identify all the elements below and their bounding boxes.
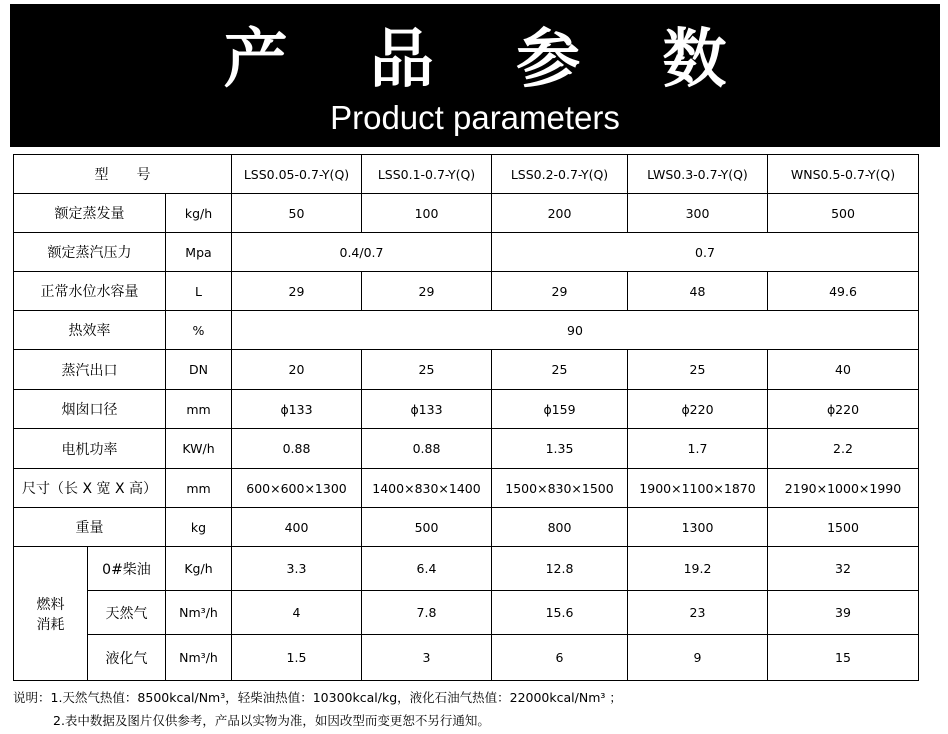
value-cell: 40 bbox=[768, 350, 919, 390]
value-cell: 1400×830×1400 bbox=[362, 469, 492, 508]
value-cell: 400 bbox=[232, 508, 362, 547]
row-label: 额定蒸汽压力 bbox=[14, 233, 166, 272]
value-cell: ɸ220 bbox=[628, 390, 768, 429]
model-cell: LWS0.3-0.7-Y(Q) bbox=[628, 155, 768, 194]
value-cell: 1500 bbox=[768, 508, 919, 547]
fuel-type-label: 0#柴油 bbox=[88, 547, 166, 591]
page-title-english: Product parameters bbox=[330, 99, 620, 136]
value-cell: 20 bbox=[232, 350, 362, 390]
value-cell: 19.2 bbox=[628, 547, 768, 591]
value-cell: 2190×1000×1990 bbox=[768, 469, 919, 508]
row-label: 蒸汽出口 bbox=[14, 350, 166, 390]
note-line-1: 说明：1.天然气热值：8500kcal/Nm³，轻柴油热值：10300kcal/kg，液化石油气热值：22000kcal/Nm³ ； bbox=[13, 690, 622, 705]
unit-cell: Kg/h bbox=[166, 547, 232, 591]
value-cell: 1900×1100×1870 bbox=[628, 469, 768, 508]
value-cell: 300 bbox=[628, 194, 768, 233]
unit-cell: % bbox=[166, 311, 232, 350]
value-cell: 32 bbox=[768, 547, 919, 591]
value-cell: 29 bbox=[492, 272, 628, 311]
value-cell: 1500×830×1500 bbox=[492, 469, 628, 508]
value-cell: 7.8 bbox=[362, 591, 492, 635]
value-cell: 3.3 bbox=[232, 547, 362, 591]
unit-cell: kg/h bbox=[166, 194, 232, 233]
value-cell: 6.4 bbox=[362, 547, 492, 591]
row-label: 重量 bbox=[14, 508, 166, 547]
value-cell: 48 bbox=[628, 272, 768, 311]
table-row-chimney bbox=[14, 390, 919, 429]
note-line-2: 2.表中数据及图片仅供参考，产品以实物为准，如因改型而变更恕不另行通知。 bbox=[53, 713, 490, 728]
row-label: 烟囱口径 bbox=[14, 390, 166, 429]
fuel-group-label-line1: 燃料 bbox=[36, 596, 65, 613]
value-cell: 0.4/0.7 bbox=[232, 233, 492, 272]
value-cell: 0.88 bbox=[362, 429, 492, 469]
unit-cell: Nm³/h bbox=[166, 635, 232, 681]
unit-cell: mm bbox=[166, 469, 232, 508]
value-cell: 39 bbox=[768, 591, 919, 635]
unit-cell: Mpa bbox=[166, 233, 232, 272]
value-cell: 500 bbox=[768, 194, 919, 233]
table-row-model bbox=[14, 155, 919, 194]
value-cell: 1.7 bbox=[628, 429, 768, 469]
value-cell: 29 bbox=[232, 272, 362, 311]
row-label: 额定蒸发量 bbox=[14, 194, 166, 233]
unit-cell: kg bbox=[166, 508, 232, 547]
table-row-fuel-diesel bbox=[14, 547, 919, 591]
value-cell: ɸ159 bbox=[492, 390, 628, 429]
model-cell: LSS0.1-0.7-Y(Q) bbox=[362, 155, 492, 194]
value-cell: 3 bbox=[362, 635, 492, 681]
value-cell: 100 bbox=[362, 194, 492, 233]
value-cell: 800 bbox=[492, 508, 628, 547]
model-cell: LSS0.05-0.7-Y(Q) bbox=[232, 155, 362, 194]
value-cell: 9 bbox=[628, 635, 768, 681]
table-row-efficiency bbox=[14, 311, 919, 350]
table-row-dimensions bbox=[14, 469, 919, 508]
row-label-model: 型 号 bbox=[14, 155, 232, 194]
value-cell: 25 bbox=[628, 350, 768, 390]
value-cell: 0.7 bbox=[492, 233, 919, 272]
value-cell: 200 bbox=[492, 194, 628, 233]
row-label: 尺寸（长 X 宽 X 高） bbox=[14, 469, 166, 508]
value-cell: 1300 bbox=[628, 508, 768, 547]
row-label: 电机功率 bbox=[14, 429, 166, 469]
value-cell: 29 bbox=[362, 272, 492, 311]
table-row-water-capacity bbox=[14, 272, 919, 311]
fuel-type-label: 天然气 bbox=[88, 591, 166, 635]
value-cell: 600×600×1300 bbox=[232, 469, 362, 508]
value-cell: 4 bbox=[232, 591, 362, 635]
table-row-motor-power bbox=[14, 429, 919, 469]
table-row-steam-outlet bbox=[14, 350, 919, 390]
model-cell: LSS0.2-0.7-Y(Q) bbox=[492, 155, 628, 194]
table-row-evaporation bbox=[14, 194, 919, 233]
value-cell: ɸ133 bbox=[362, 390, 492, 429]
unit-cell: Nm³/h bbox=[166, 591, 232, 635]
value-cell: 2.2 bbox=[768, 429, 919, 469]
unit-cell: mm bbox=[166, 390, 232, 429]
row-label: 正常水位水容量 bbox=[14, 272, 166, 311]
value-cell: 1.35 bbox=[492, 429, 628, 469]
value-cell: 0.88 bbox=[232, 429, 362, 469]
row-label: 热效率 bbox=[14, 311, 166, 350]
page-title-chinese: 产 品 参 数 bbox=[223, 22, 757, 97]
value-cell: ɸ220 bbox=[768, 390, 919, 429]
value-cell: 25 bbox=[362, 350, 492, 390]
value-cell: 1.5 bbox=[232, 635, 362, 681]
title-banner bbox=[10, 4, 940, 147]
value-cell: 12.8 bbox=[492, 547, 628, 591]
value-cell: 6 bbox=[492, 635, 628, 681]
unit-cell: DN bbox=[166, 350, 232, 390]
table-row-fuel-lpg bbox=[14, 635, 919, 681]
value-cell: 50 bbox=[232, 194, 362, 233]
value-cell: 49.6 bbox=[768, 272, 919, 311]
notes bbox=[13, 686, 622, 732]
value-cell: 15.6 bbox=[492, 591, 628, 635]
fuel-type-label: 液化气 bbox=[88, 635, 166, 681]
model-cell: WNS0.5-0.7-Y(Q) bbox=[768, 155, 919, 194]
value-cell: 90 bbox=[232, 311, 919, 350]
value-cell: 23 bbox=[628, 591, 768, 635]
product-parameters-table bbox=[13, 154, 919, 681]
value-cell: 500 bbox=[362, 508, 492, 547]
value-cell: 25 bbox=[492, 350, 628, 390]
value-cell: 15 bbox=[768, 635, 919, 681]
table-row-fuel-natural-gas bbox=[14, 591, 919, 635]
table-row-weight bbox=[14, 508, 919, 547]
unit-cell: L bbox=[166, 272, 232, 311]
fuel-consumption-group-label bbox=[14, 547, 88, 681]
unit-cell: KW/h bbox=[166, 429, 232, 469]
value-cell: ɸ133 bbox=[232, 390, 362, 429]
fuel-group-label-line2: 消耗 bbox=[36, 616, 65, 633]
table-row-pressure bbox=[14, 233, 919, 272]
